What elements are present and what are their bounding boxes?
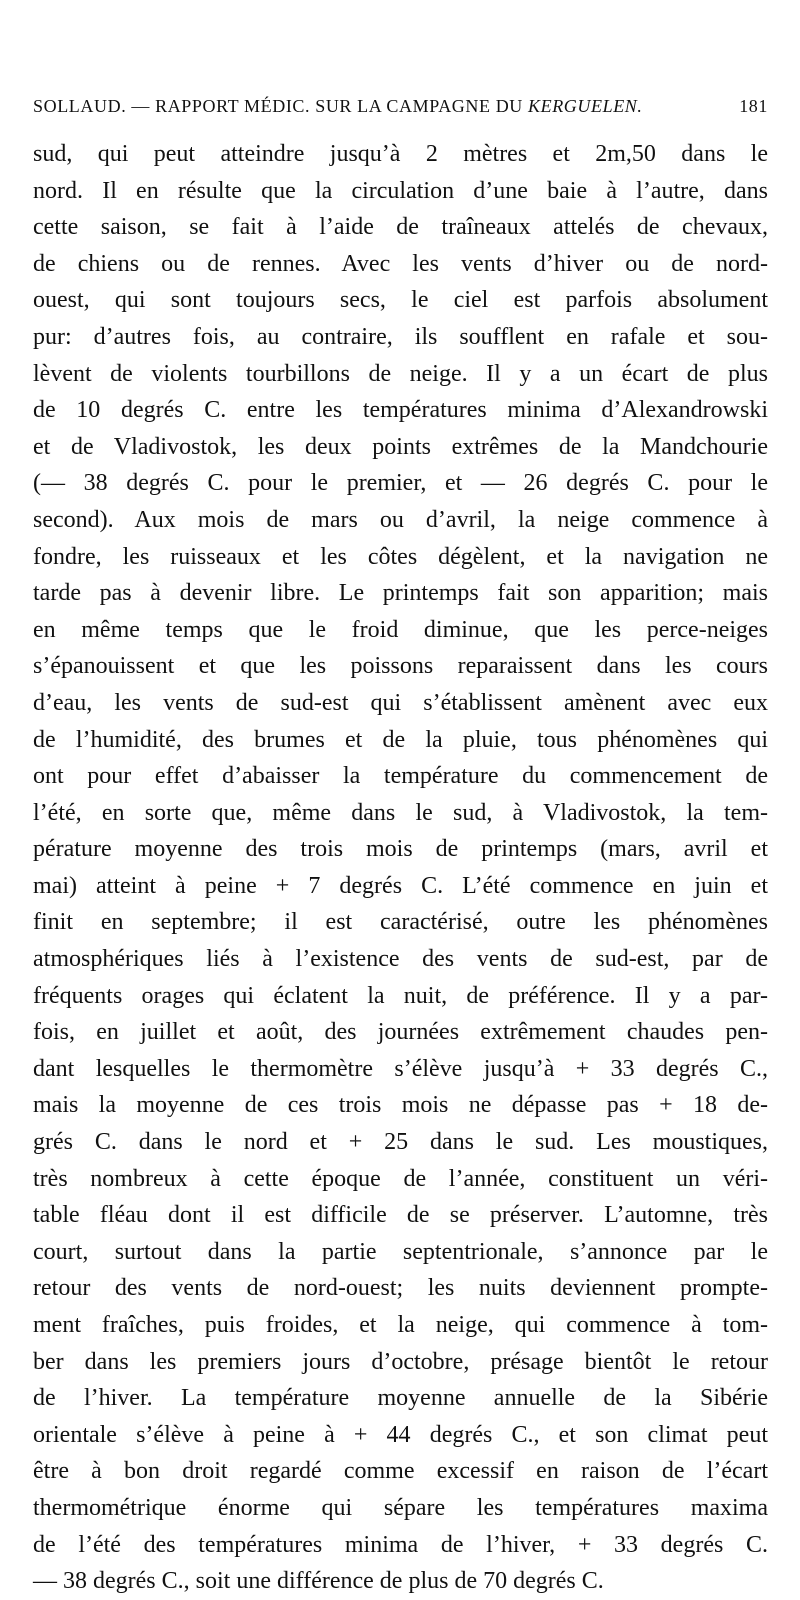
header-running-title: SOLLAUD. — RAPPORT MÉDIC. SUR LA CAMPAGNE DU xyxy=(33,96,523,116)
text-line: table fléau dont il est difficile de se préserver. L’automne, très xyxy=(33,1202,768,1229)
text-line: de l’été des températures minima de l’hiver, + 33 degrés C. xyxy=(33,1531,768,1558)
text-line: très nombreux à cette époque de l’année, constituent un véri- xyxy=(33,1165,768,1192)
text-line: de 10 degrés C. entre les températures minima d’Alexandrowski xyxy=(33,397,768,424)
text-line: second). Aux mois de mars ou d’avril, la neige commence à xyxy=(33,506,768,533)
text-line: lèvent de violents tourbillons de neige. Il y a un écart de plus xyxy=(33,360,768,387)
text-line: atmosphériques liés à l’existence des vents de sud-est, par de xyxy=(33,946,768,973)
header-ship-name: KERGUELEN. xyxy=(528,96,643,116)
text-line: fois, en juillet et août, des journées extrêmement chaudes pen- xyxy=(33,1019,768,1046)
text-line: thermométrique énorme qui sépare les températures maxima xyxy=(33,1494,768,1521)
text-line: pur: d’autres fois, au contraire, ils soufflent en rafale et sou- xyxy=(33,323,768,350)
text-line: fréquents orages qui éclatent la nuit, de préférence. Il y a par- xyxy=(33,982,768,1009)
text-line: cette saison, se fait à l’aide de traîneaux attelés de chevaux, xyxy=(33,214,768,241)
text-line: tarde pas à devenir libre. Le printemps fait son apparition; mais xyxy=(33,580,768,607)
text-line: sud, qui peut atteindre jusqu’à 2 mètres et 2m,50 dans le xyxy=(33,141,768,167)
text-line: finit en septembre; il est caractérisé, outre les phénomènes xyxy=(33,909,768,936)
text-line: l’été, en sorte que, même dans le sud, à Vladivostok, la tem- xyxy=(33,799,768,826)
text-line: mais la moyenne de ces trois mois ne dépasse pas + 18 de- xyxy=(33,1092,768,1119)
text-line: en même temps que le froid diminue, que les perce-neiges xyxy=(33,616,768,643)
text-line: dant lesquelles le thermomètre s’élève jusqu’à + 33 degrés C., xyxy=(33,1055,768,1082)
header-title xyxy=(33,96,643,117)
text-line: être à bon droit regardé comme excessif en raison de l’écart xyxy=(33,1458,768,1485)
text-line: ber dans les premiers jours d’octobre, présage bientôt le retour xyxy=(33,1348,768,1375)
running-header xyxy=(33,96,768,136)
text-line: d’eau, les vents de sud-est qui s’établissent amènent avec eux xyxy=(33,689,768,716)
text-line: de l’hiver. La température moyenne annuelle de la Sibérie xyxy=(33,1385,768,1412)
body-text xyxy=(33,136,768,1600)
text-line: orientale s’élève à peine à + 44 degrés C., et son climat peut xyxy=(33,1421,768,1448)
book-page xyxy=(33,96,768,1600)
text-line: s’épanouissent et que les poissons reparaissent dans les cours xyxy=(33,653,768,680)
text-line: ment fraîches, puis froides, et la neige, qui commence à tom- xyxy=(33,1312,768,1338)
text-line: de l’humidité, des brumes et de la pluie, tous phénomènes qui xyxy=(33,726,768,753)
text-line: court, surtout dans la partie septentrionale, s’annonce par le xyxy=(33,1238,768,1265)
text-line: pérature moyenne des trois mois de printemps (mars, avril et xyxy=(33,836,768,863)
page-number: 181 xyxy=(739,96,768,116)
text-line: fondre, les ruisseaux et les côtes dégèlent, et la navigation ne xyxy=(33,543,768,570)
text-line: grés C. dans le nord et + 25 dans le sud. Les moustiques, xyxy=(33,1129,768,1156)
text-line: et de Vladivostok, les deux points extrêmes de la Mandchourie xyxy=(33,433,768,460)
text-line: ont pour effet d’abaisser la température du commencement de xyxy=(33,763,768,790)
text-line: (— 38 degrés C. pour le premier, et — 26 degrés C. pour le xyxy=(33,470,768,497)
text-line: nord. Il en résulte que la circulation d’une baie à l’autre, dans xyxy=(33,177,768,204)
text-line: — 38 degrés C., soit une différence de plus de 70 degrés C. xyxy=(33,1568,604,1595)
text-line: retour des vents de nord-ouest; les nuits deviennent prompte- xyxy=(33,1275,768,1302)
text-line: de chiens ou de rennes. Avec les vents d’hiver ou de nord- xyxy=(33,250,768,277)
text-line: mai) atteint à peine + 7 degrés C. L’été commence en juin et xyxy=(33,872,768,899)
text-line: ouest, qui sont toujours secs, le ciel est parfois absolument xyxy=(33,287,768,314)
